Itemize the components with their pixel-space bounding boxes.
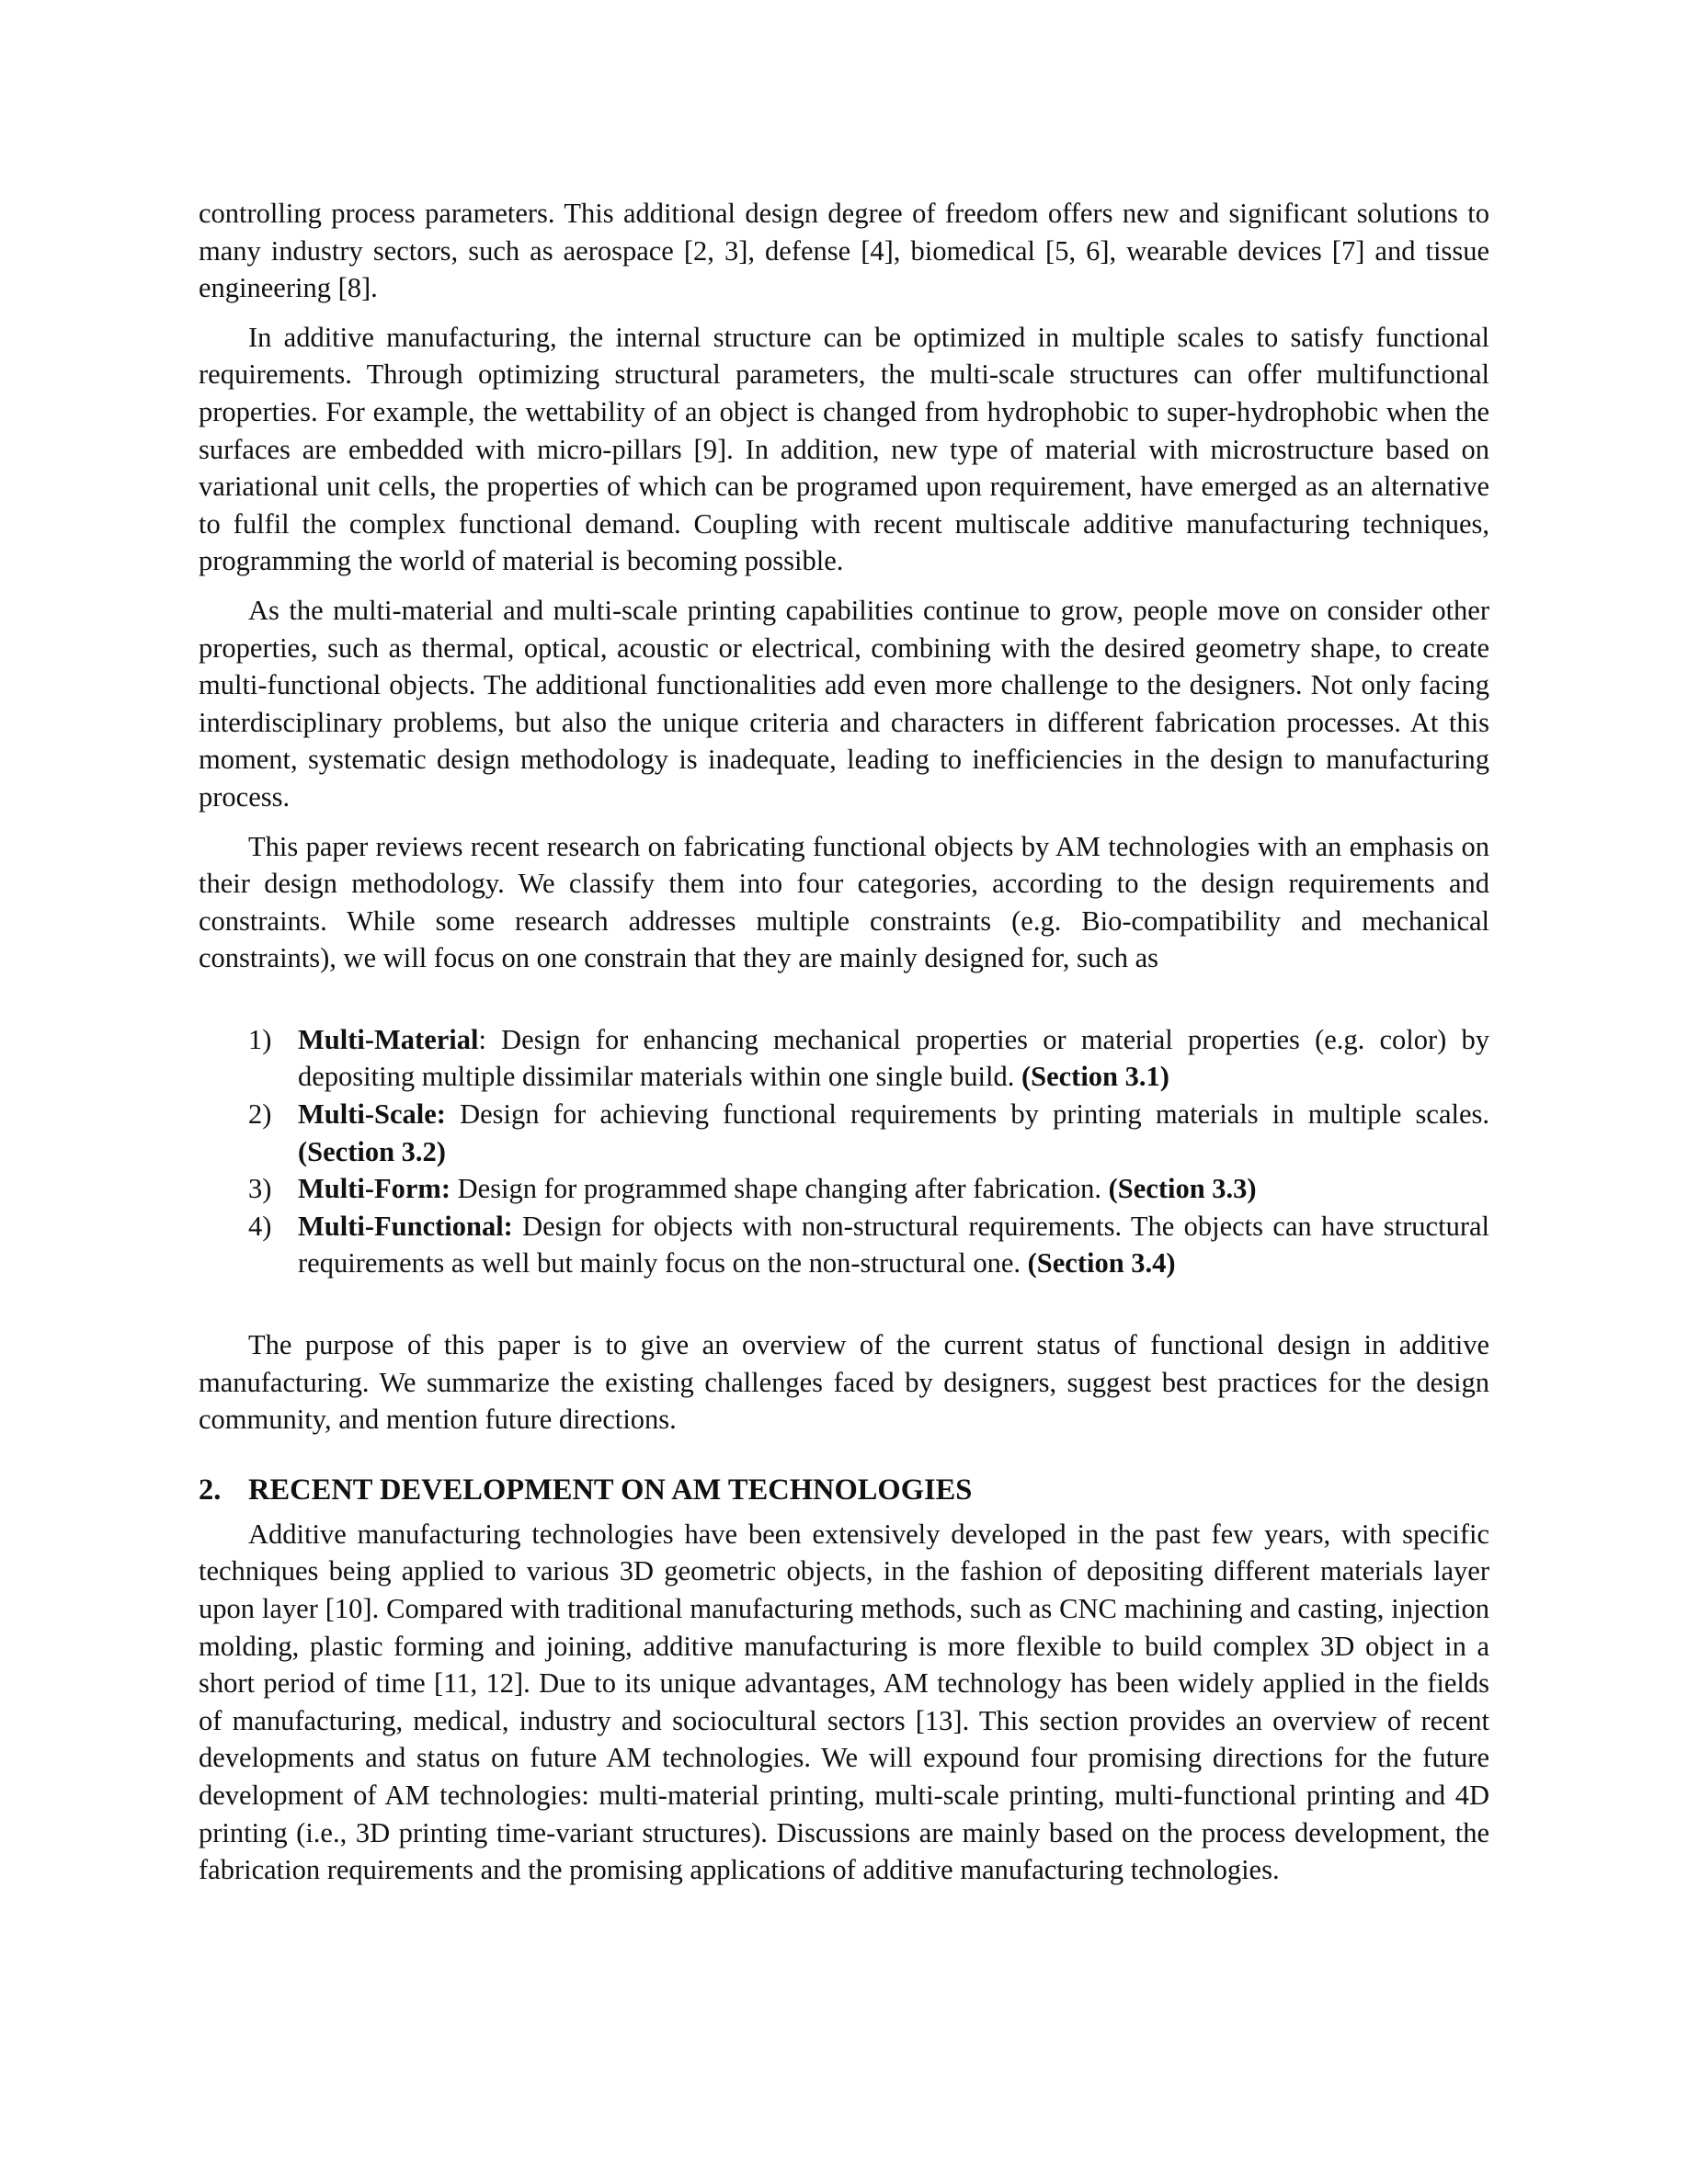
section-reference: (Section 3.4) [1027, 1247, 1176, 1280]
list-text: Design for achieving functional requirements by printing materials in multiple scales. [445, 1098, 1489, 1131]
category-list [199, 1021, 1489, 1282]
section-reference: (Section 3.1) [1021, 1061, 1169, 1093]
paragraph-am-development: Additive manufacturing technologies have been extensively developed in the past few years, with specific techniques being applied to various 3D geometric objects, in the fashion of depositing different materials layer upon layer [10]. Compared with traditional manufacturing methods, such as CNC machining and casting, injection molding, plastic forming and joining, additive manufacturing is more flexible to build complex 3D object in a short period of time [11, 12]. Due to its unique advantages, AM technology has been widely applied in the fields of manufacturing, medical, industry and sociocultural sectors [13]. This section provides an overview of recent developments and status on future AM technologies. We will expound four promising directions for the future development of AM technologies: multi-material printing, multi-scale printing, multi-functional printing and 4D printing (i.e., 3D printing time-variant structures). Discussions are mainly based on the process development, the fabrication requirements and the promising applications of additive manufacturing technologies. [199, 1518, 1489, 1886]
paragraph-multifunctional-objects: As the multi-material and multi-scale printing capabilities continue to grow, people move on consider other properties, such as thermal, optical, acoustic or electrical, combining with the desired geometry shape, to create multi-functional objects. The additional functionalities add even more challenge to the designers. Not only facing interdisciplinary problems, but also the unique criteria and characters in different fabrication processes. At this moment, systematic design methodology is inadequate, leading to inefficiencies in the design to manufacturing process. [199, 594, 1489, 813]
list-text: Design for objects with non-structural requirements. The objects can have structural requirements as well but mainly focus on the non-structural one. [298, 1210, 1489, 1280]
list-item [199, 1170, 1489, 1208]
paragraph-purpose: The purpose of this paper is to give an overview of the current status of functional design in additive manufacturing. We summarize the existing challenges faced by designers, suggest best practices for the design community, and mention future directions. [199, 1329, 1489, 1436]
list-text: Design for programmed shape changing after fabrication. [451, 1173, 1109, 1205]
section-title: RECENT DEVELOPMENT ON AM TECHNOLOGIES [248, 1473, 973, 1507]
list-number: 3) [248, 1173, 272, 1205]
list-item [199, 1096, 1489, 1170]
list-term: Multi-Functional: [298, 1210, 513, 1242]
list-number: 2) [248, 1098, 272, 1131]
list-text: : Design for enhancing mechanical properties or material properties (e.g. color) by depositing multiple dissimilar materials within one single build. [298, 1023, 1489, 1093]
list-term: Multi-Scale: [298, 1098, 446, 1131]
paragraph-continued: controlling process parameters. This additional design degree of freedom offers new and significant solutions to many industry sectors, such as aerospace [2, 3], defense [4], biomedical [5, 6], wearable devices [7] and tissue engineering [8]. [199, 198, 1489, 304]
list-number: 4) [248, 1210, 272, 1242]
paragraph-multiscale-structure: In additive manufacturing, the internal structure can be optimized in multiple scales to satisfy functional requirements. Through optimizing structural parameters, the multi-scale structures can offer multifunctional properties. For example, the wettability of an object is changed from hydrophobic to super-hydrophobic when the surfaces are embedded with micro-pillars [9]. In addition, new type of material with microstructure based on variational unit cells, the properties of which can be programed upon requirement, have emerged as an alternative to fulfil the complex functional demand. Coupling with recent multiscale additive manufacturing techniques, programming the world of material is becoming possible. [199, 321, 1489, 577]
list-number: 1) [248, 1023, 272, 1055]
list-item [199, 1208, 1489, 1282]
list-term: Multi-Material [298, 1023, 479, 1055]
paper-page [199, 195, 1489, 1889]
section-reference: (Section 3.3) [1108, 1173, 1257, 1205]
section-reference: (Section 3.2) [298, 1135, 446, 1167]
list-item [199, 1021, 1489, 1096]
section-number: 2. [199, 1473, 222, 1507]
section-heading [199, 1470, 1489, 1510]
list-term: Multi-Form: [298, 1173, 451, 1205]
paragraph-review-scope: This paper reviews recent research on fabricating functional objects by AM technologies with an emphasis on their design methodology. We classify them into four categories, according to the design requirements and constraints. While some research addresses multiple constraints (e.g. Bio-compatibility and mechanical constraints), we will focus on one constrain that they are mainly designed for, such as [199, 830, 1489, 974]
